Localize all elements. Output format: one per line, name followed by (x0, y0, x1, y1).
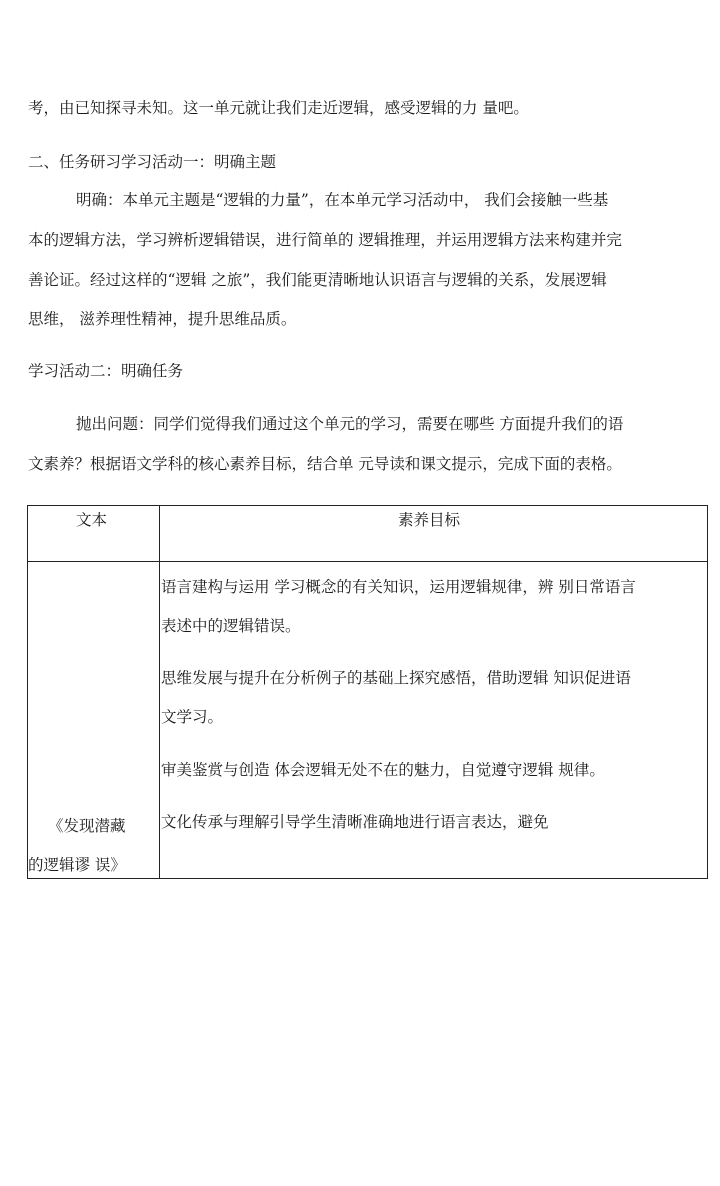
goal-thinking-line-1: 思维发展与提升在分析例子的基础上探究感悟，借助逻辑 知识促进语 (161, 669, 631, 687)
paragraph-theme-line-2: 本的逻辑方法，学习辨析逻辑错误，进行简单的 逻辑推理，并运用逻辑方法来构建并完 (28, 231, 622, 249)
section-heading-task: 二、任务研习学习活动一：明确主题 (28, 153, 277, 171)
goal-culture-line-1: 文化传承与理解引导学生清晰准确地进行语言表达，避免 (161, 813, 549, 831)
goal-language-line-1: 语言建构与运用 学习概念的有关知识，运用逻辑规律，辨 别日常语言 (161, 578, 636, 596)
goal-language-line-2: 表述中的逻辑错误。 (161, 617, 301, 635)
section-heading-activity-2: 学习活动二：明确任务 (28, 362, 184, 380)
paragraph-question-line-2: 文素养？根据语文学科的核心素养目标，结合单 元导读和课文提示，完成下面的表格。 (28, 455, 622, 473)
paragraph-intro-end: 考，由已知探寻未知。这一单元就让我们走近逻辑，感受逻辑的力 量吧。 (28, 99, 529, 117)
goal-thinking-line-2: 文学习。 (161, 708, 224, 726)
paragraph-question-line-1: 抛出问题：同学们觉得我们通过这个单元的学习，需要在哪些 方面提升我们的语 (76, 415, 624, 433)
paragraph-theme-line-1: 明确：本单元主题是“逻辑的力量”，在本单元学习活动中， 我们会接触一些基 (76, 191, 609, 209)
paragraph-theme-line-4: 思维， 滋养理性精神，提升思维品质。 (28, 310, 297, 328)
paragraph-theme-line-3: 善论证。经过这样的“逻辑 之旅”，我们能更清晰地认识语言与逻辑的关系，发展逻辑 (28, 271, 607, 289)
table-header-divider (28, 561, 707, 562)
table-text-title-line-1: 《发现潜藏 (48, 817, 126, 835)
table-header-text: 文本 (76, 511, 108, 529)
table-header-goal: 素养目标 (398, 511, 461, 529)
goal-aesthetic-line-1: 审美鉴赏与创造 体会逻辑无处不在的魅力，自觉遵守逻辑 规律。 (161, 761, 605, 779)
table-text-title-line-2: 的逻辑谬 误》 (28, 856, 126, 874)
literacy-goals-table (27, 505, 708, 879)
